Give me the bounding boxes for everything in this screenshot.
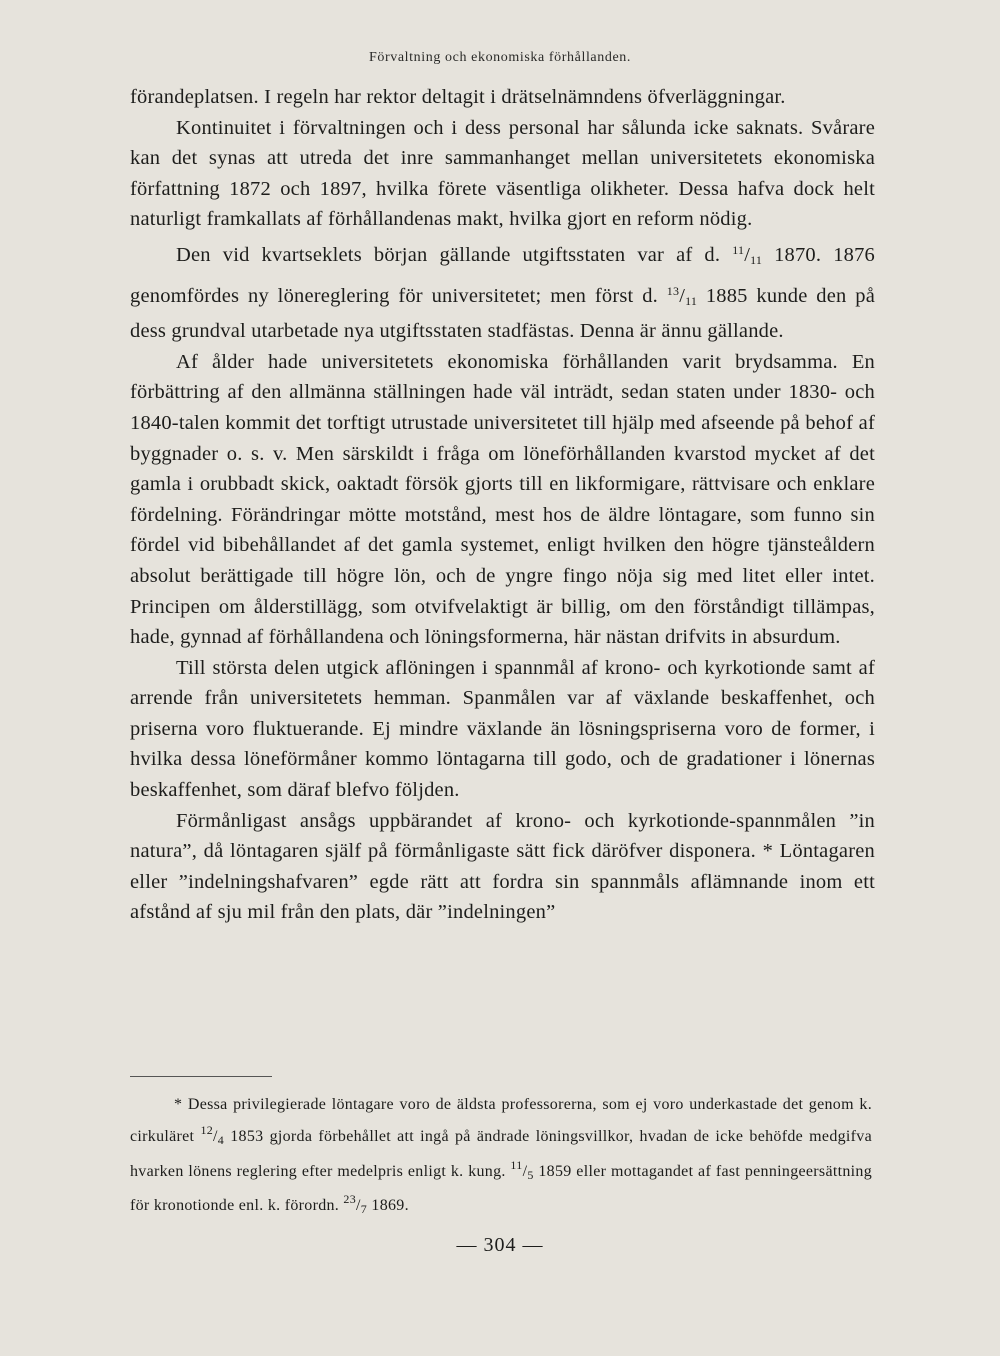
paragraph-5: Till största delen utgick aflöningen i spannmål af krono- och kyrkotionde samt af arrende från universitetets hemman. Spanmålen var af växlande beskaffenhet, och priserna voro fluktuerande. Ej mindre växlande än lösningspriserna voro de former, i hvilka dessa löneförmåner kommo löntagarna till godo, och de gradationer i lönernas beskaffenhet, som däraf blefvo följden. <box>130 656 875 802</box>
paragraph-2: Kontinuitet i förvaltningen och i dess personal har sålunda icke saknats. Svårare kan det synas att utreda det inre sammanhanget mellan universitetets ekonomiska författning 1872 och 1897, hvilka förete väsentliga olikheter. Dessa hafva dock helt naturligt framkallats af förhållandenas makt, hvilka gjort en reform nödig. <box>130 116 875 231</box>
fraction-numerator: 11 <box>732 242 745 257</box>
footnote-date-fraction-3: $^{23}$/7 <box>343 1192 368 1217</box>
footnote <box>130 1093 872 1222</box>
footnote-date-fraction-2: $^{11}$/5 <box>510 1157 534 1182</box>
footnote-text-4: 1869. <box>367 1197 409 1215</box>
paragraph-4: Af ålder hade universitetets ekonomiska förhållanden varit brydsamma. En förbättring af den allmänna ställningen hade väl inträdt, sedan staten under 1830- och 1840-talen kommit det torftigt utrustade universitetet till hjälp med afseende på behof af byggnader o. s. v. Men särskildt i fråga om löneförhållanden kvarstod mycket af det gamla i orubbadt skick, oaktadt försök gjorts till en likformigare, rättvisare och enklare fördelning. Förändringar mötte motstånd, mest hos de äldre löntagare, som funno sin fördel vid bibehållandet af det gamla systemet, enligt hvilken den högre tjänsteåldern absolut berättigade till högre lön, och de yngre fingo nöja sig med litet eller intet. Principen om ålderstillägg, som otvifvelaktigt är billig, om den förståndigt tillämpas, hade, gynnad af förhållandena och löningsformerna, här nästan drifvits in absurdum. <box>130 350 875 649</box>
footnote-text <box>130 1093 872 1222</box>
paragraph-6: Förmånligast ansågs uppbärandet af krono- och kyrkotionde-spannmålen ”in natura”, då löntagaren själf på förmånligaste sätt fick däröfver disponera. * Löntagaren eller ”indelningshafvaren” egde rätt att fordra sin spannmåls aflämnande inom ett afstånd af sju mil från den plats, där ”indelningen” <box>130 809 875 924</box>
page-number: — 304 — <box>456 1234 544 1256</box>
fraction-denominator: 11 <box>685 293 698 308</box>
main-text <box>130 82 875 928</box>
fraction-numerator: 11 <box>510 1157 523 1172</box>
footnote-divider <box>130 1076 272 1077</box>
fraction-numerator: 23 <box>343 1192 357 1207</box>
fraction-numerator: 12 <box>200 1122 214 1137</box>
fraction-denominator: 5 <box>527 1167 534 1182</box>
fraction-numerator: 13 <box>666 283 680 298</box>
footnote-text-3: 1859 eller mottagandet af fast penningeersättning för kronotionde enl. k. förordn. <box>130 1162 872 1215</box>
footnote-date-fraction-1: $^{12}$/4 <box>200 1122 225 1147</box>
date-fraction-2: $^{13}$/11 <box>666 283 698 308</box>
fraction-denominator: 4 <box>217 1132 225 1147</box>
paragraph-3-text-3: 1885 kunde den på dess grundval utarbetade nya utgiftsstaten stadfästas. Denna är ännu gällande. <box>130 284 876 343</box>
paragraph-3 <box>130 235 875 347</box>
fraction-denominator: 7 <box>360 1202 368 1217</box>
paragraph-1: förandeplatsen. I regeln har rektor deltagit i drätselnämndens öfverläggningar. <box>130 86 786 108</box>
date-fraction-1: $^{11}$/11 <box>732 242 763 267</box>
fraction-denominator: 11 <box>750 252 763 267</box>
paragraph-3-text-2: 1870. 1876 genomfördes ny lönereglering för universitetet; men först d. <box>130 243 875 307</box>
paragraph-3-text-1: Den vid kvartseklets början gällande utgiftsstaten var af d. <box>176 243 733 266</box>
running-header: Förvaltning och ekonomiska förhållanden. <box>369 50 631 65</box>
footnote-text-2: 1853 gjorda förbehållet att ingå på ändrade löningsvillkor, hvadan de icke behöfde medgifva hvarken lönens reglering efter medelpris enligt k. kung. <box>130 1127 872 1180</box>
footnote-text-1: * Dessa privilegierade löntagare voro de äldsta professorerna, som ej voro underkastade det genom k. cirkuläret <box>130 1096 872 1145</box>
